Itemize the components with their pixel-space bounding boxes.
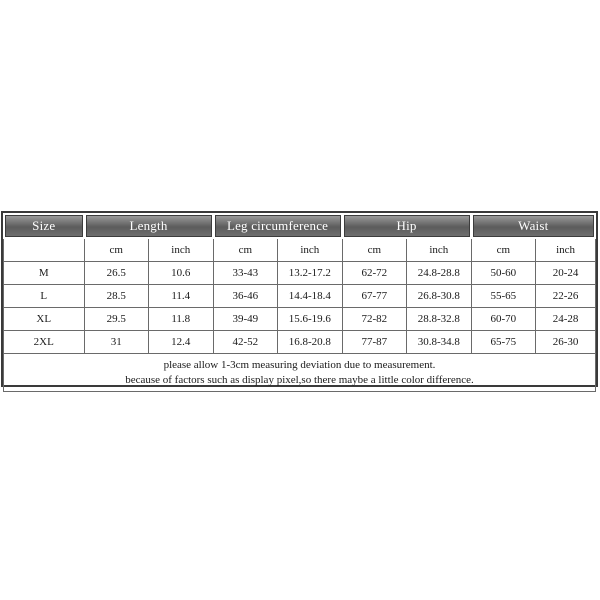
header-size: Size <box>4 214 85 239</box>
value-cell: 29.5 <box>84 308 149 331</box>
value-cell: 28.5 <box>84 285 149 308</box>
value-cell: 26-30 <box>536 331 596 354</box>
value-cell: 77-87 <box>342 331 407 354</box>
table-row <box>4 331 596 354</box>
value-cell: 50-60 <box>471 262 536 285</box>
value-cell: 55-65 <box>471 285 536 308</box>
note-cell <box>4 354 596 392</box>
value-cell: 67-77 <box>342 285 407 308</box>
value-cell: 24.8-28.8 <box>407 262 472 285</box>
value-cell: 24-28 <box>536 308 596 331</box>
unit-row <box>4 239 596 262</box>
header-waist: Waist <box>471 214 595 239</box>
unit-cell: cm <box>471 239 536 262</box>
value-cell: 62-72 <box>342 262 407 285</box>
value-cell: 65-75 <box>471 331 536 354</box>
value-cell: 60-70 <box>471 308 536 331</box>
unit-cell: inch <box>407 239 472 262</box>
unit-cell: cm <box>213 239 278 262</box>
table-row <box>4 262 596 285</box>
value-cell: 14.4-18.4 <box>278 285 343 308</box>
header-row <box>4 214 596 239</box>
header-length: Length <box>84 214 213 239</box>
note-color: because of factors such as display pixel,so there maybe a little color difference. <box>125 373 474 386</box>
value-cell: 72-82 <box>342 308 407 331</box>
note-deviation: please allow 1-3cm measuring deviation due to measurement. <box>163 358 436 371</box>
value-cell: 36-46 <box>213 285 278 308</box>
note-row <box>4 354 596 392</box>
value-cell: 39-49 <box>213 308 278 331</box>
size-table <box>3 213 596 392</box>
value-cell: 33-43 <box>213 262 278 285</box>
unit-cell: inch <box>149 239 214 262</box>
header-hip: Hip <box>342 214 471 239</box>
size-cell: 2XL <box>4 331 85 354</box>
value-cell: 28.8-32.8 <box>407 308 472 331</box>
value-cell: 20-24 <box>536 262 596 285</box>
size-cell: L <box>4 285 85 308</box>
value-cell: 11.8 <box>149 308 214 331</box>
value-cell: 11.4 <box>149 285 214 308</box>
value-cell: 42-52 <box>213 331 278 354</box>
value-cell: 30.8-34.8 <box>407 331 472 354</box>
value-cell: 22-26 <box>536 285 596 308</box>
value-cell: 12.4 <box>149 331 214 354</box>
unit-cell: inch <box>278 239 343 262</box>
size-chart <box>1 211 598 387</box>
table-row <box>4 285 596 308</box>
value-cell: 13.2-17.2 <box>278 262 343 285</box>
table-row <box>4 308 596 331</box>
value-cell: 10.6 <box>149 262 214 285</box>
header-leg-circumference: Leg circumference <box>213 214 342 239</box>
value-cell: 15.6-19.6 <box>278 308 343 331</box>
size-cell: XL <box>4 308 85 331</box>
value-cell: 16.8-20.8 <box>278 331 343 354</box>
unit-cell: inch <box>536 239 596 262</box>
value-cell: 31 <box>84 331 149 354</box>
unit-blank <box>4 239 85 262</box>
unit-cell: cm <box>342 239 407 262</box>
unit-cell: cm <box>84 239 149 262</box>
value-cell: 26.5 <box>84 262 149 285</box>
value-cell: 26.8-30.8 <box>407 285 472 308</box>
size-cell: M <box>4 262 85 285</box>
